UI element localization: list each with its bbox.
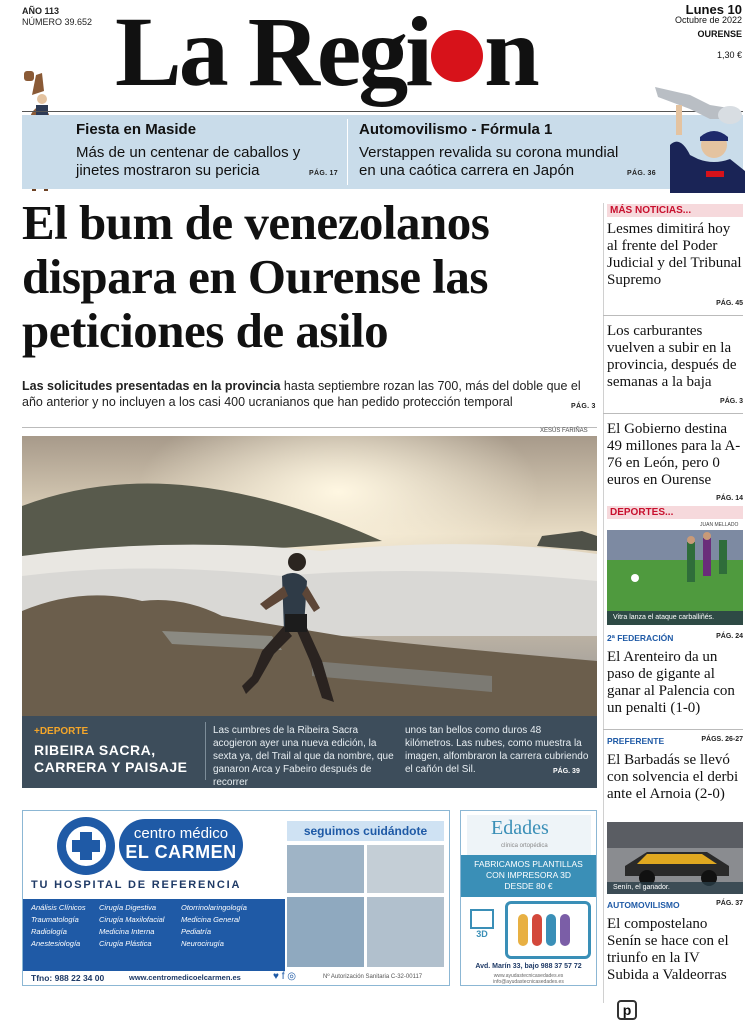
rule: [22, 111, 743, 112]
story-page: PÁGS. 26-27: [701, 736, 743, 743]
clinic-photo: [367, 897, 444, 967]
lead-bold: Las solicitudes presentadas en la provincia: [22, 379, 281, 393]
edades-web: www.ayudastecnicasedades.es: [493, 973, 564, 979]
logo-text-2: n: [484, 0, 537, 107]
edades-address: Avd. Marín 33, bajo 988 37 57 72: [475, 963, 582, 970]
caption-divider: [205, 722, 206, 780]
story-page: PÁG. 37: [716, 900, 743, 907]
sports-photo-credit: JUAN MELLADO: [700, 522, 739, 528]
story-title: Los carburantes vuelven a subir en la provincia, después de semanas a la baja: [607, 323, 737, 390]
story-page: PÁG. 24: [716, 633, 743, 640]
service-item: Traumatología: [31, 915, 79, 924]
city: OURENSE: [697, 29, 742, 39]
section-label: MÁS NOTICIAS...: [607, 204, 743, 217]
race-car-caption: Senín, el ganador.: [607, 882, 743, 894]
edades-sub: clínica ortopédica: [501, 843, 548, 849]
service-item: Radiología: [31, 927, 67, 936]
story-kicker: PREFERENTE: [607, 736, 665, 746]
section-label: DEPORTES...: [607, 506, 743, 519]
teaser-title: Automovilismo - Fórmula 1: [359, 121, 553, 138]
social-icons[interactable]: ♥ f ◎: [273, 971, 296, 982]
story-title: El Arenteiro da un paso de gigante al ganar al Palencia con un penalti (1-0): [607, 649, 735, 716]
side-story-a76[interactable]: [607, 421, 743, 489]
sports-story-senin[interactable]: [607, 900, 743, 984]
issue-number: NÚMERO 39.652: [22, 17, 93, 27]
caption-page: PÁG. 39: [553, 768, 580, 775]
sports-photo-caption: Vitra lanza el ataque carballiñés.: [607, 611, 743, 625]
service-item: Medicina Interna: [99, 927, 155, 936]
side-story-lesmes[interactable]: [607, 221, 743, 289]
carmen-auth: Nº Autorización Sanitaria C-32-00117: [323, 974, 423, 980]
service-item: Medicina General: [181, 915, 240, 924]
teaser-body: Verstappen revalida su corona mundial en una caótica carrera en Japón: [359, 144, 619, 179]
service-item: Anestesiología: [31, 939, 81, 948]
year: AÑO 113: [22, 6, 60, 16]
rule: [603, 413, 743, 414]
lead-page: PÁG. 3: [571, 403, 596, 410]
date-day: Lunes 10: [685, 2, 742, 17]
services-list: [31, 903, 285, 948]
printer-icon: [465, 901, 499, 959]
service-item: Otorrinolaringología: [181, 903, 247, 912]
column-divider: [603, 203, 604, 1003]
caption-text-col1: Las cumbres de la Ribeira Sacra acogieron ayer una nueva edición, la sexta ya, del Trail al que da nombre, que ganaron Arca y Fabeiro después de recorrer: [213, 725, 394, 788]
carmen-phone: Tfno: 988 22 34 00: [31, 973, 105, 983]
clinic-photo: [287, 897, 364, 967]
masthead-info: [22, 6, 92, 28]
promo-line: FABRICAMOS PLANTILLAS: [474, 859, 583, 869]
lead-text: hasta septiembre rozan las 700, más del doble que el año anterior y no incluyen a los casi 400 ucranianos que han pedido protección temporal: [22, 379, 581, 409]
logo-red-dot: [431, 30, 483, 82]
ad-edades[interactable]: [460, 810, 597, 986]
teaser-f1[interactable]: [359, 121, 634, 180]
edades-brand: Edades: [491, 817, 549, 839]
teaser-maside[interactable]: [76, 121, 341, 180]
carmen-name-pill: [119, 819, 243, 871]
edades-email: info@ayudastecnicasedades.es: [493, 979, 564, 985]
ad-centro-medico[interactable]: [22, 810, 450, 986]
caption-title-line: CARRERA Y PAISAJE: [34, 759, 188, 775]
clinic-photo: [367, 845, 444, 893]
teaser-page: PÁG. 17: [309, 170, 338, 177]
caption-text-col2: unos tan bellos como duros 48 kilómetros. Las nubes, como muestra la imagen, alfombraron la carrera cubriendo el cañón del Sil.: [405, 725, 589, 775]
carmen-name-1: centro médico: [133, 825, 229, 842]
price: 1,30 €: [716, 50, 742, 60]
side-story-carburantes[interactable]: [607, 323, 743, 391]
service-item: Neurocirugía: [181, 939, 224, 948]
masthead-date: [675, 4, 742, 61]
logo-text-1: La Regi: [115, 0, 431, 107]
cross-logo-icon: [57, 817, 115, 875]
story-kicker: 2ª FEDERACIÓN: [607, 633, 674, 643]
photo-credit: XESÚS FARIÑAS: [540, 428, 588, 434]
sports-story-arenteiro[interactable]: [607, 633, 743, 717]
rule: [22, 427, 597, 428]
story-page: PÁG. 3: [720, 398, 743, 405]
story-title: Lesmes dimitirá hoy al frente del Poder Judicial y del Tribunal Supremo: [607, 221, 742, 288]
badge-3d: 3D: [476, 929, 488, 939]
caption-title-line: RIBEIRA SACRA,: [34, 742, 156, 758]
teaser-body: Más de un centenar de caballos y jinetes mostraron su pericia: [76, 144, 301, 179]
teaser-page: PÁG. 36: [627, 170, 656, 177]
carmen-name-2: EL CARMEN: [125, 842, 237, 862]
carmen-tagline: TU HOSPITAL DE REFERENCIA: [31, 879, 242, 891]
service-item: Cirugía Plástica: [99, 939, 152, 948]
publisher-icon[interactable]: p: [617, 1000, 637, 1020]
service-item: Análisis Clínicos: [31, 903, 86, 912]
insoles-image: [505, 901, 591, 959]
caption-title: [34, 742, 187, 776]
race-car-photo[interactable]: [607, 822, 743, 894]
service-item: Cirugía Maxilofacial: [99, 915, 165, 924]
promo-line: DESDE 80 €: [504, 881, 553, 891]
carmen-slogan: seguimos cuidándote: [287, 821, 444, 841]
story-title: El compostelano Senín se hace con el triunfo en la IV Subida a Valdeorras: [607, 916, 729, 983]
date-month: Octubre de 2022: [674, 15, 742, 25]
story-title: El Barbadás se llevó con solvencia el derbi ante el Arnoia (2-0): [607, 752, 739, 802]
photo-caption-box: [22, 716, 597, 788]
lead-paragraph: [22, 378, 597, 410]
story-title: El Gobierno destina 49 millones para la A-76 en León, pero 0 euros en Ourense: [607, 421, 741, 488]
rule: [603, 315, 743, 316]
story-page: PÁG. 45: [716, 300, 743, 307]
edades-promo: [461, 855, 596, 897]
rule: [603, 729, 743, 730]
story-kicker: AUTOMOVILISMO: [607, 900, 680, 910]
deportes-header: [607, 506, 743, 519]
service-item: Pediatría: [181, 927, 212, 936]
carmen-web: www.centromedicoelcarmen.es: [129, 973, 241, 982]
sports-story-barbadas[interactable]: [607, 736, 743, 803]
teaser-divider: [347, 119, 348, 185]
mas-noticias-header: [607, 204, 743, 217]
caption-kicker: +DEPORTE: [34, 726, 89, 737]
verstappen-trophy-image: [650, 75, 745, 193]
teaser-title: Fiesta en Maside: [76, 121, 197, 138]
clinic-photo: [287, 845, 364, 893]
service-item: Cirugía Digestiva: [99, 903, 157, 912]
logo[interactable]: [115, 0, 537, 109]
soccer-photo[interactable]: [607, 530, 743, 625]
runner-landscape-image: [22, 436, 597, 716]
story-page: PÁG. 14: [716, 495, 743, 502]
main-headline[interactable]: El bum de venezolanos dispara en Ourense las peticiones de asilo: [22, 195, 490, 358]
promo-line: CON IMPRESORA 3D: [485, 870, 572, 880]
main-photo[interactable]: [22, 436, 597, 716]
